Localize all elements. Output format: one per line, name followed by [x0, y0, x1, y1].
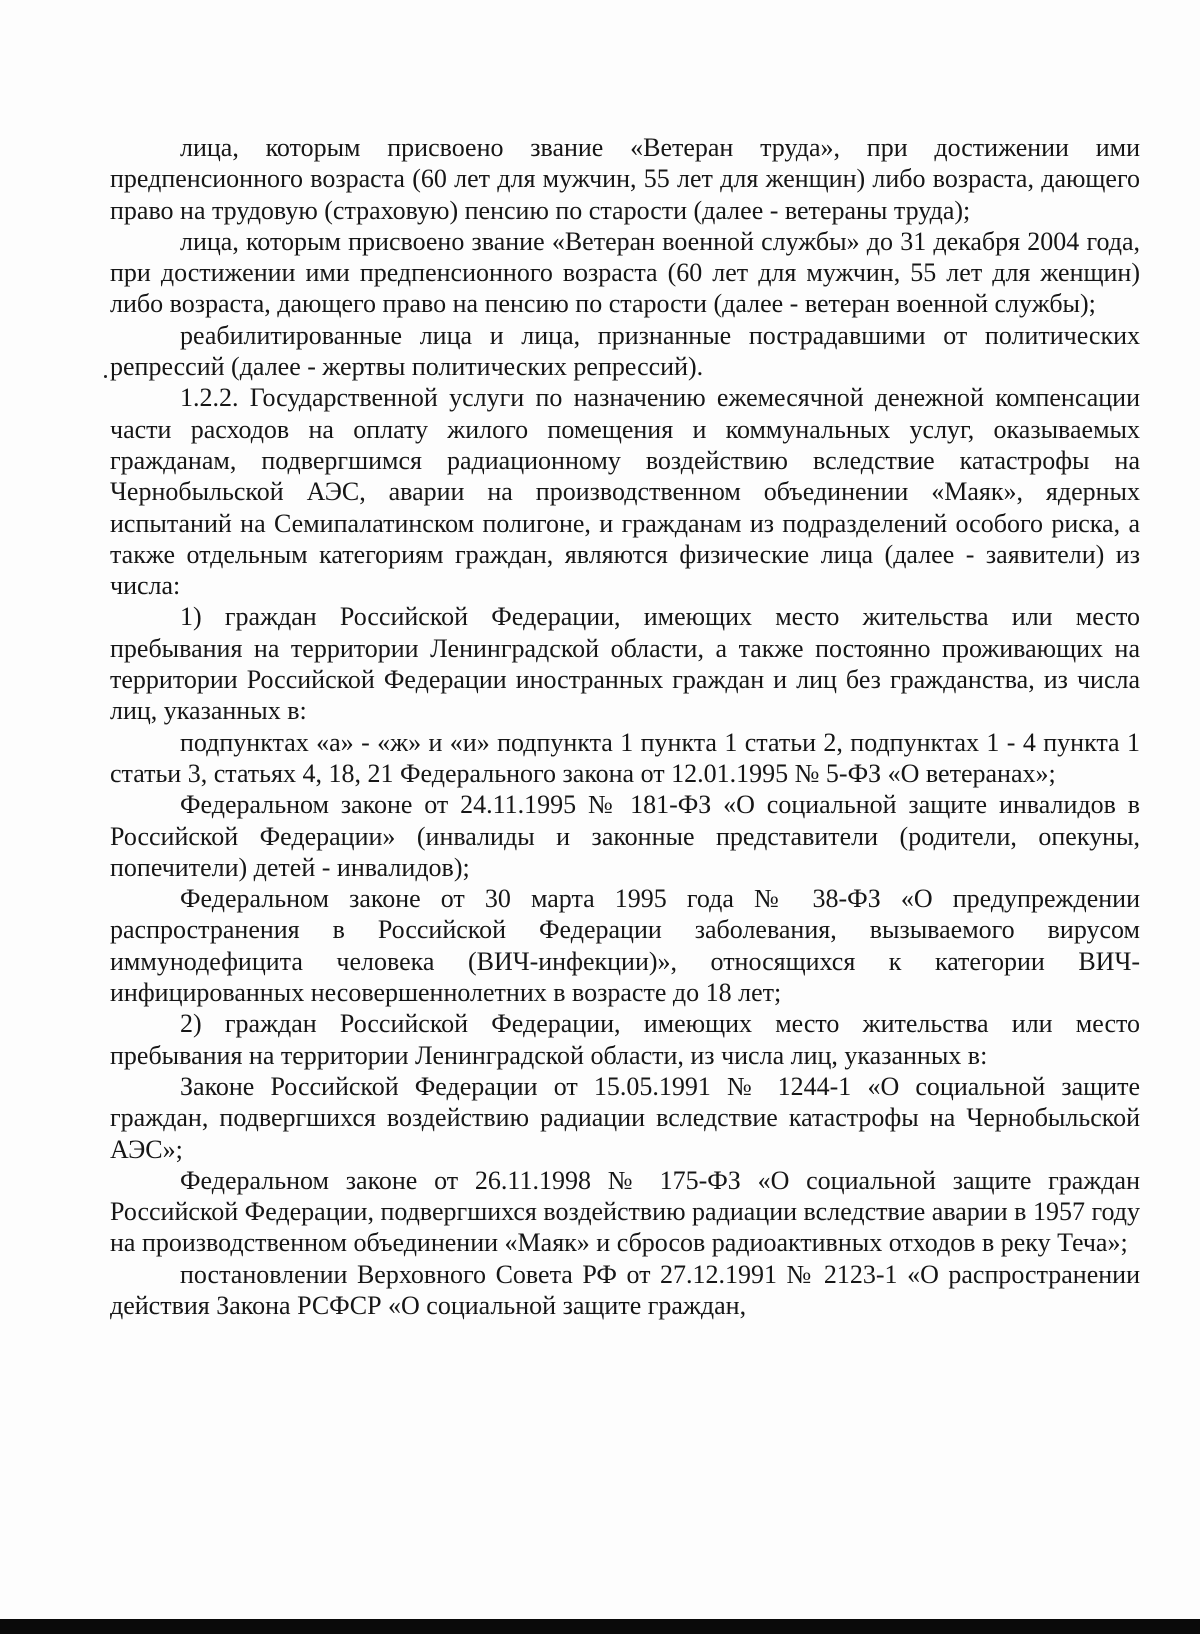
paragraph-veterans-law: подпунктах «а» - «ж» и «и» подпункта 1 пункта 1 статьи 2, подпунктах 1 - 4 пункта 1 статьи 3, статьях 4, 18, 21 Федерального закона от 12.01.1995 № 5-ФЗ «О ветеранах»; [110, 727, 1140, 788]
scan-bottom-edge [0, 1619, 1200, 1634]
paragraph-labor-veterans: лица, которым присвоено звание «Ветеран труда», при достижении ими предпенсионного возраста (60 лет для мужчин, 55 лет для женщин) либо возраста, дающего право на трудовую (страховую) пенсию по старости (далее - ветераны труда); [110, 133, 1140, 225]
paragraph-repression-victims: реабилитированные лица и лица, признанные пострадавшими от политических репрессий (далее - жертвы политических репрессий). [110, 320, 1140, 382]
paragraph-item-2: 2) граждан Российской Федерации, имеющих место жительства или место пребывания на территории Ленинградской области, из числа лиц, указанных в: [110, 1009, 1140, 1070]
paragraph-mayak-law: Федеральном законе от 26.11.1998 № 175-ФЗ «О социальной защите граждан Российской Федерации, подвергшихся воздействию радиации вследствие аварии в 1957 году на производственном объединении «Маяк» и сбросов радиоактивных отходов в реку Теча»; [110, 1165, 1140, 1258]
document-body [110, 132, 1140, 1321]
paragraph-item-1: 1) граждан Российской Федерации, имеющих место жительства или место пребывания на территории Ленинградской области, а также постоянно проживающих на территории Российской Федерации иностранных граждан и лиц без гражданства, из числа лиц, указанных в: [110, 602, 1140, 726]
paragraph-supreme-council-resolution: постановлении Верховного Совета РФ от 27.12.1991 № 2123-1 «О распространении действия Закона РСФСР «О социальной защите граждан, [110, 1259, 1140, 1320]
paragraph-military-veterans: лица, которым присвоено звание «Ветеран военной службы» до 31 декабря 2004 года, при достижении ими предпенсионного возраста (60 лет для мужчин, 55 лет для женщин) либо возраста, дающего право на пенсию по старости (далее - ветеран военной службы); [110, 226, 1140, 319]
paragraph-section-1-2-2: 1.2.2. Государственной услуги по назначению ежемесячной денежной компенсации части расходов на оплату жилого помещения и коммунальных услуг, оказываемых гражданам, подвергшимся радиационному воздействию вследствие катастрофы на Чернобыльской АЭС, аварии на производственном объединении «Маяк», ядерных испытаний на Семипалатинском полигоне, и гражданам из подразделений особого риска, а также отдельным категориям граждан, являются физические лица (далее - заявители) из числа: [110, 383, 1140, 601]
paragraph-hiv-law: Федеральном законе от 30 марта 1995 года № 38-ФЗ «О предупреждении распространения в Российской Федерации заболевания, вызываемого вирусом иммунодефицита человека (ВИЧ-инфекции)», относящихся к категории ВИЧ-инфицированных несовершеннолетних в возрасте до 18 лет; [110, 884, 1140, 1008]
paragraph-disabled-law: Федеральном законе от 24.11.1995 № 181-ФЗ «О социальной защите инвалидов в Российской Федерации» (инвалиды и законные представители (родители, опекуны, попечители) детей - инвалидов); [110, 790, 1140, 882]
scan-speck [104, 375, 107, 378]
paragraph-chernobyl-law: Законе Российской Федерации от 15.05.1991 № 1244-1 «О социальной защите граждан, подвергшихся воздействию радиации вследствие катастрофы на Чернобыльской АЭС»; [110, 1071, 1140, 1164]
